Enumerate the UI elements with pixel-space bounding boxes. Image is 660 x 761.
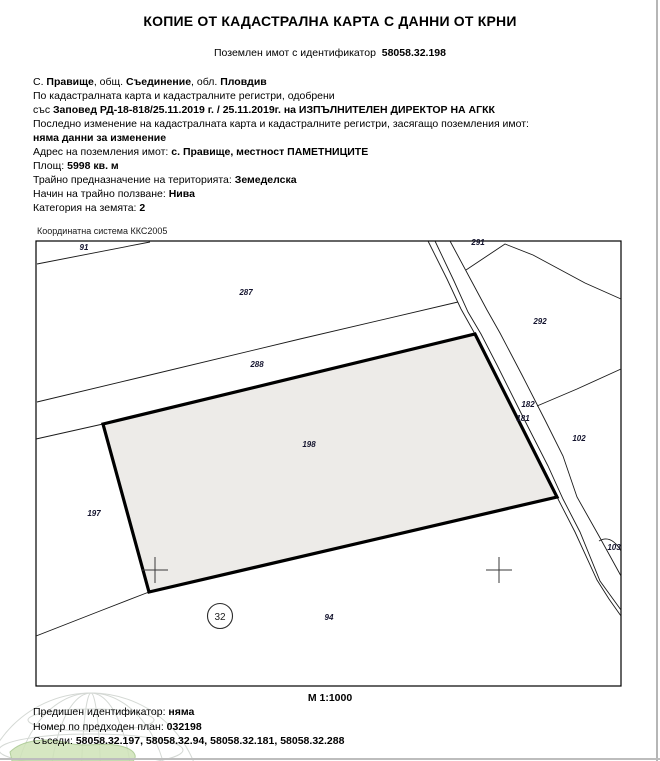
parcel-label-102: 102	[572, 434, 586, 443]
info-last-change-label: Последно изменение на кадастралната карта и кадастралните регистри, засягащо поземления имот:	[33, 118, 529, 130]
purpose-value: Земеделска	[234, 174, 297, 186]
prev-id-label: Предишен идентификатор:	[33, 706, 169, 718]
parcel-label-181: 181	[516, 414, 530, 423]
parcel-label-198: 198	[302, 440, 316, 449]
location-sep2: , обл.	[191, 76, 221, 88]
info-last-change-value: няма данни за изменение	[33, 132, 167, 144]
parcel-label-182: 182	[521, 400, 535, 409]
footer-prev-id	[33, 705, 643, 720]
address-label: Адрес на поземления имот:	[33, 146, 172, 158]
footer-neighbors	[33, 734, 643, 749]
parcel-identifier-label: Поземлен имот с идентификатор	[214, 47, 376, 59]
parcel-label-94: 94	[324, 613, 334, 622]
location-municipality: Съединение	[126, 76, 192, 88]
parcel-label-91: 91	[79, 243, 89, 252]
area-value: 5998 кв. м	[67, 160, 119, 172]
window-right-edge	[656, 0, 658, 761]
footer-prev-plan	[33, 720, 643, 735]
category-label: Категория на земята:	[33, 202, 140, 214]
address-value: с. Правище, местност ПАМЕТНИЦИТЕ	[171, 146, 369, 158]
parcel-label-292: 292	[533, 317, 547, 326]
massif-number: 32	[214, 612, 226, 623]
prev-id-value: няма	[168, 706, 195, 718]
window-bottom-edge	[0, 758, 660, 760]
order-value: Заповед РД-18-818/25.11.2019 г. / 25.11.2019г. на ИЗПЪЛНИТЕЛЕН ДИРЕКТОР НА АГКК	[52, 104, 495, 116]
location-sep1: , общ.	[93, 76, 127, 88]
parcel-label-288: 288	[250, 360, 264, 369]
coordinate-system-label: Координатна система ККС2005	[37, 226, 168, 236]
category-value: 2	[139, 202, 146, 214]
location-prefix: С.	[33, 76, 47, 88]
neighbors-value: 58058.32.197, 58058.32.94, 58058.32.181, 58058.32.288	[75, 735, 345, 747]
order-prefix: със	[33, 104, 53, 116]
neighbors-label: Съседи:	[33, 735, 76, 747]
footer-block	[33, 705, 643, 749]
location-village: Правище	[46, 76, 94, 88]
prev-plan-value: 032198	[166, 720, 202, 733]
prev-plan-label: Номер по предходен план:	[33, 720, 167, 733]
page-title: КОПИЕ ОТ КАДАСТРАЛНА КАРТА С ДАННИ ОТ КРНИ	[143, 13, 517, 29]
area-label: Площ:	[33, 160, 68, 172]
parcel-label-287: 287	[239, 288, 253, 297]
parcel-label-291: 291	[471, 238, 485, 247]
usage-value: Нива	[168, 188, 195, 200]
purpose-label: Трайно предназначение на територията:	[33, 174, 235, 186]
info-approved: По кадастралната карта и кадастралните регистри, одобрени	[33, 90, 335, 102]
parcel-identifier-value: 58058.32.198	[381, 47, 446, 59]
location-province: Пловдив	[220, 76, 267, 88]
usage-label: Начин на трайно ползване:	[33, 188, 169, 200]
map-scale: М 1:1000	[307, 692, 353, 704]
parcel-label-103: 103	[607, 543, 621, 552]
parcel-label-197: 197	[87, 509, 101, 518]
